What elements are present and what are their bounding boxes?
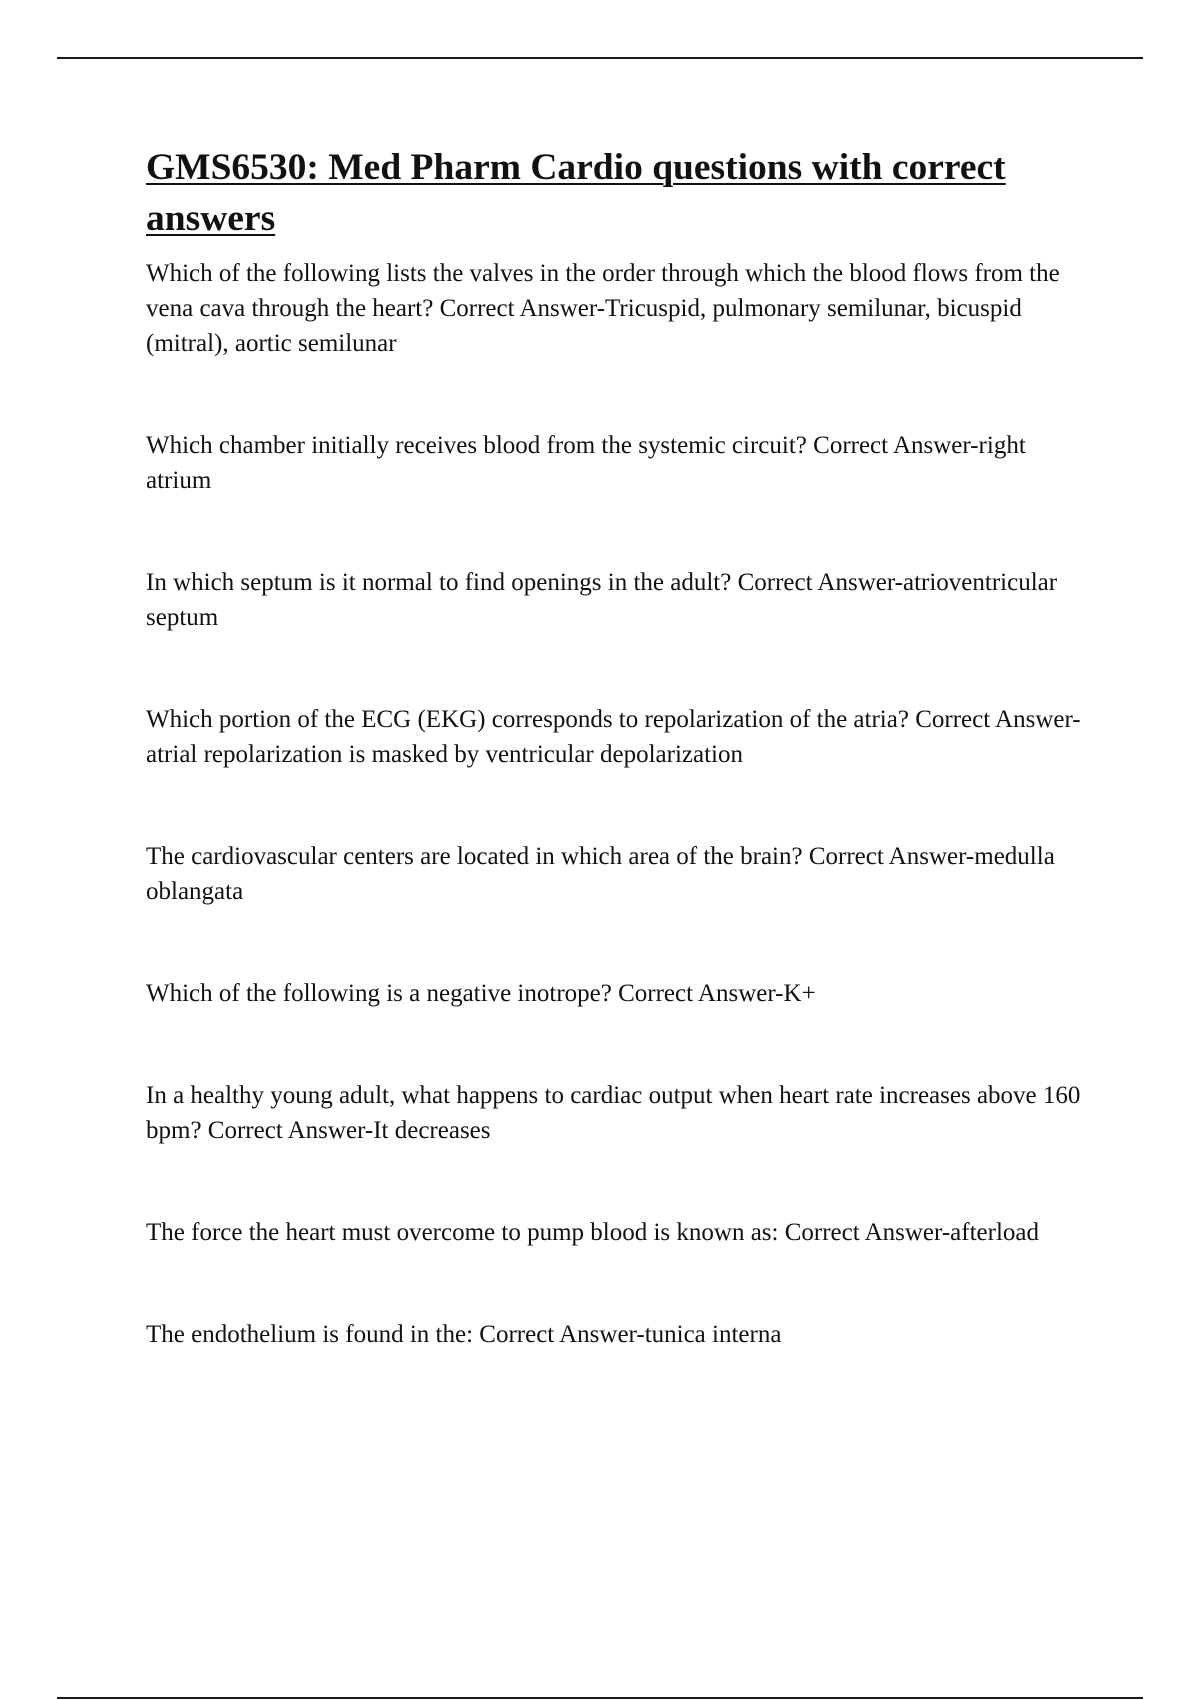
answer-text: Correct Answer-It decreases [207,1117,491,1144]
top-rule [57,57,1143,59]
qa-item [146,1215,1096,1250]
question-text: In which septum is it normal to find openings in the adult? [146,569,732,596]
qa-item [146,1317,1096,1352]
qa-item [146,976,1096,1011]
answer-text: Correct Answer-right atrium [146,432,1026,494]
question-text: The force the heart must overcome to pump blood is known as: [146,1219,779,1246]
answer-text: Correct Answer-K+ [618,980,816,1007]
question-text: Which of the following is a negative inotrope? [146,980,612,1007]
answer-text: Correct Answer-afterload [784,1219,1039,1246]
question-text: The cardiovascular centers are located in which area of the brain? [146,843,803,870]
question-text: In a healthy young adult, what happens to cardiac output when heart rate increases above 160 bpm? [146,1082,1081,1144]
question-text: The endothelium is found in the: [146,1321,474,1348]
question-text: Which chamber initially receives blood from the systemic circuit? [146,432,807,459]
answer-text: Correct Answer-atrial repolarization is masked by ventricular depolarization [146,706,1081,768]
document-title: GMS6530: Med Pharm Cardio questions with correct answers [146,147,1006,239]
question-text: Which portion of the ECG (EKG) corresponds to repolarization of the atria? [146,706,909,733]
qa-item [146,428,1096,498]
question-text: Which of the following lists the valves in the order through which the blood flows from the vena cava through the heart? [146,260,1060,322]
answer-text: Correct Answer-Tricuspid, pulmonary semilunar, bicuspid (mitral), aortic semilunar [146,295,1022,357]
qa-item [146,256,1096,361]
answer-text: Correct Answer-atrioventricular septum [146,569,1058,631]
qa-item [146,565,1096,635]
document-body [146,142,1096,1352]
qa-item [146,702,1096,772]
answer-text: Correct Answer-medulla oblangata [146,843,1055,905]
bottom-rule [57,1697,1143,1699]
answer-text: Correct Answer-tunica interna [479,1321,782,1348]
qa-item [146,839,1096,909]
qa-item [146,1078,1096,1148]
